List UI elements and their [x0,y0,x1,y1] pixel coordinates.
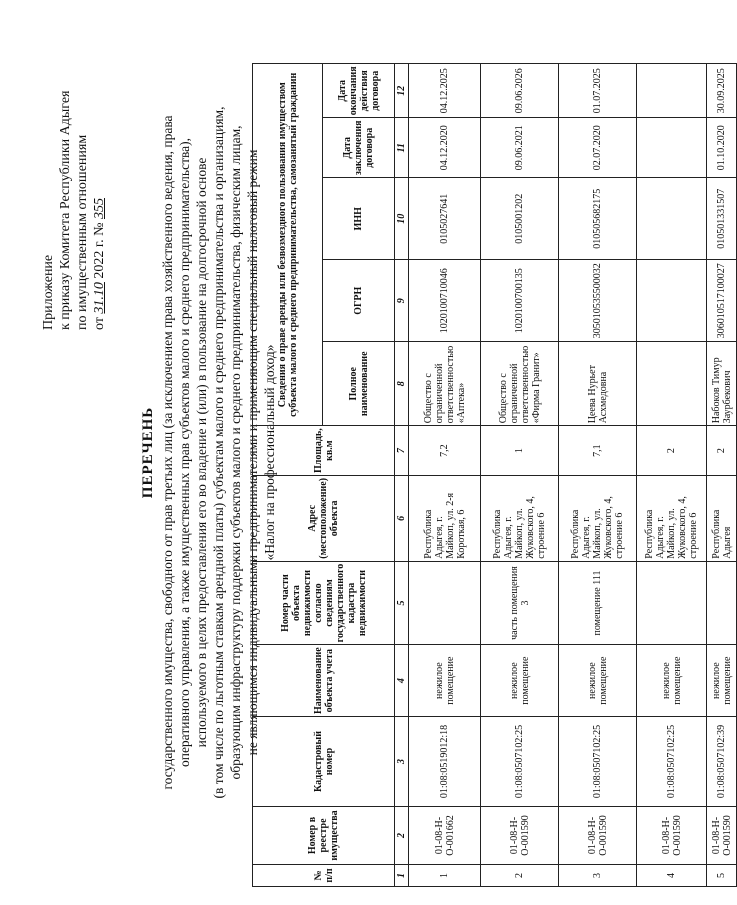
header-part: Номер части объекта недвижимости согласно сведениям государственного кадастра недвижимости [253,561,395,645]
property-table [252,63,737,887]
appendix-block [40,30,108,330]
cell-registry: 01-08-Н-О-001662 [409,807,481,865]
cell-address: Республика Адыгея, г. Майкоп, ул. Жуковского, 4, строение 6 [559,475,637,561]
column-number: 7 [395,426,409,476]
cell-ogrn [637,260,707,342]
cell-inn: 0105027641 [409,178,481,260]
cell-name: нежилое помещение [637,645,707,717]
cell-no: 1 [409,865,481,887]
cell-cadastral: 01:08:0507102:25 [637,717,707,807]
header-registry: Номер в реестре имущества [253,807,395,865]
cell-ogrn: 306010517100027 [707,260,737,342]
header-area: Площадь, кв.м [253,426,395,476]
cell-no: 2 [481,865,559,887]
column-number: 9 [395,260,409,342]
table-row [707,64,737,887]
date-day: 31.10 [92,282,107,314]
cell-registry: 01-08-Н-О-001590 [481,807,559,865]
cell-cadastral: 01:08:0519012:18 [409,717,481,807]
header-name: Наименование объекта учета [253,645,395,717]
cell-ogrn: 1020100700135 [481,260,559,342]
appendix-line-1: Приложение [41,254,56,330]
title-line: государственного имущества, свободного от прав третьих лиц (за исключением права хозяйственного ведения, права [160,115,175,790]
column-number-row [395,64,409,887]
cell-address: Республика Адыгея, г. Майкоп, ул. Жуковского, 4, строение 6 [637,475,707,561]
cell-inn: 0105001202 [481,178,559,260]
date-year: 2022 г. № [92,222,107,279]
cell-fullname: Общество с ограниченной ответственностью «Аптека» [409,342,481,426]
cell-part: часть помещения 3 [481,561,559,645]
cell-cadastral: 01:08:0507102:25 [559,717,637,807]
header-row [253,64,323,887]
column-number: 6 [395,475,409,561]
cell-no: 5 [707,865,737,887]
header-date-end: Дата окончания действия договора [323,64,395,118]
cell-date-start: 04.12.2020 [409,118,481,178]
title-line: «Налог на профессиональный доход» [262,344,277,561]
cell-fullname: Цеева Нурьет Асхмедовна [559,342,637,426]
column-number: 2 [395,807,409,865]
title-line: образующим инфраструктуру поддержки субъектов малого и среднего предпринимательства, физическим лицам, [228,125,243,780]
appendix-date-line [91,30,108,330]
cell-date-start [637,118,707,178]
cell-date-end: 30.09.2025 [707,64,737,118]
cell-ogrn: 1020100710046 [409,260,481,342]
cell-date-start: 09.06.2021 [481,118,559,178]
title-line: не являющимся индивидуальными предпринимателями и применяющим специальный налоговый режим [245,149,260,756]
cell-date-start: 01.10.2020 [707,118,737,178]
header-group: Сведения о праве аренды или безвозмездного пользования имуществом субъекта малого и среднего предпринимательства, самозанятый гражданин [253,64,323,426]
order-number: 355 [92,198,107,220]
header-fullname: Полное наименование [323,342,395,426]
column-number: 1 [395,865,409,887]
cell-date-end [637,64,707,118]
appendix-line-2: к приказу Комитета Республики Адыгея [58,90,73,330]
cell-part: помещение 111 [559,561,637,645]
date-prefix: от [92,317,107,330]
header-ogrn: ОГРН [323,260,395,342]
cell-inn [637,178,707,260]
cell-no: 3 [559,865,637,887]
cell-no: 4 [637,865,707,887]
header-inn: ИНН [323,178,395,260]
cell-area: 7,1 [559,426,637,476]
cell-inn: 010505682175 [559,178,637,260]
table-row [409,64,481,887]
cell-date-start: 02.07.2020 [559,118,637,178]
cell-address: Республика Адыгея, г. Майкоп, ул. Жуковского, 4, строение 6 [481,475,559,561]
title-heading: ПЕРЕЧЕНЬ [140,406,156,499]
appendix-line-3: по имущественным отношениям [75,134,90,330]
title-line: (в том числе по льготным ставкам арендной платы) субъектам малого и среднего предпринимательства и организациям, [211,106,226,799]
cell-cadastral: 01:08:0507102:39 [707,717,737,807]
cell-area: 7,2 [409,426,481,476]
cell-address: Республика Адыгея, г. Майкоп, ул. 2-я Короткая, 6 [409,475,481,561]
cell-address: Республика Адыгея [707,475,737,561]
cell-name: нежилое помещение [409,645,481,717]
cell-name: нежилое помещение [559,645,637,717]
column-number: 5 [395,561,409,645]
column-number: 3 [395,717,409,807]
cell-cadastral: 01:08:0507102:25 [481,717,559,807]
cell-name: нежилое помещение [707,645,737,717]
column-number: 12 [395,64,409,118]
header-no: № п/п [253,865,395,887]
title-line: используемого в целях предоставления его во владение и (или) в пользование на долгосрочной основе [194,157,209,748]
title-line: оперативного управления, а также имущественных прав субъектов малого и среднего предпринимательства), [177,137,192,768]
cell-part [707,561,737,645]
column-number: 11 [395,118,409,178]
cell-part [637,561,707,645]
cell-name: нежилое помещение [481,645,559,717]
cell-fullname [637,342,707,426]
cell-registry: 01-08-Н-О-001590 [637,807,707,865]
cell-registry: 01-08-Н-О-001590 [707,807,737,865]
header-cadastral: Кадастровый номер [253,717,395,807]
cell-date-end: 01.07.2025 [559,64,637,118]
column-number: 8 [395,342,409,426]
table-row [559,64,637,887]
table-row [637,64,707,887]
table-row [481,64,559,887]
cell-inn: 010501331507 [707,178,737,260]
cell-area: 2 [707,426,737,476]
column-number: 10 [395,178,409,260]
cell-area: 1 [481,426,559,476]
column-number: 4 [395,645,409,717]
header-address: Адрес (местоположение) объекта [253,475,395,561]
cell-date-end: 04.12.2025 [409,64,481,118]
cell-area: 2 [637,426,707,476]
cell-fullname: Набоков Тимур Заурбекович [707,342,737,426]
cell-fullname: Общество с ограниченной ответственностью «Фирма Гранит» [481,342,559,426]
header-date-start: Дата заключения договора [323,118,395,178]
cell-ogrn: 305010535500032 [559,260,637,342]
cell-part [409,561,481,645]
cell-registry: 01-08-Н-О-001590 [559,807,637,865]
cell-date-end: 09.06.2026 [481,64,559,118]
